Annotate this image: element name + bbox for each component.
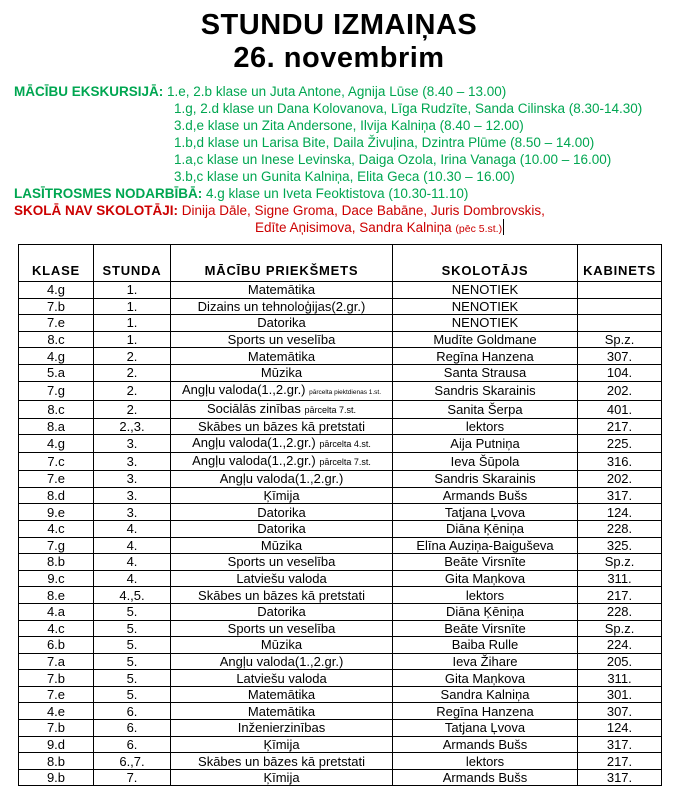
excursion-continuation-line: 3.d,e klase un Zita Andersone, Ilvija Kalniņa (8.40 – 12.00) (174, 118, 524, 133)
cell-klase: 9.b (19, 769, 94, 786)
cell-klase: 7.a (19, 653, 94, 670)
subject-text: Datorika (257, 604, 306, 620)
cell-stunda: 5. (94, 620, 171, 637)
header-klase: KLASE (19, 245, 94, 282)
subject-text: Datorika (257, 521, 306, 537)
cell-klase: 4.c (19, 620, 94, 637)
reading-line (14, 185, 678, 202)
text-cursor (503, 219, 504, 235)
cell-klase: 4.g (19, 282, 94, 299)
cell-klase: 7.e (19, 315, 94, 332)
table-row (19, 487, 662, 504)
cell-klase: 8.b (19, 554, 94, 571)
header-subject: MĀCĪBU PRIEKŠMETS (171, 245, 393, 282)
cell-teacher: Elīna Auziņa-Baiguševa (393, 537, 578, 554)
cell-teacher: Tatjana Ļvova (393, 720, 578, 737)
cell-subject (171, 364, 393, 381)
cell-teacher: Sandra Kalniņa (393, 686, 578, 703)
cell-teacher: Diāna Ķēniņa (393, 520, 578, 537)
cell-room: Sp.z. (578, 620, 662, 637)
cell-room: 202. (578, 381, 662, 400)
subject-text: Matemātika (247, 687, 316, 703)
cell-klase: 7.b (19, 298, 94, 315)
cell-teacher: Aija Putniņa (393, 435, 578, 453)
cell-klase: 7.b (19, 670, 94, 687)
cell-klase: 5.a (19, 364, 94, 381)
table-row (19, 570, 662, 587)
table-row (19, 686, 662, 703)
cell-subject (171, 504, 393, 521)
subject-text: Latviešu valoda (236, 571, 327, 587)
cell-teacher: lektors (393, 587, 578, 604)
cell-teacher: NENOTIEK (393, 298, 578, 315)
cell-klase: 4.a (19, 603, 94, 620)
subject-text: Skābes un bāzes kā pretstati (198, 418, 365, 434)
cell-subject (171, 298, 393, 315)
cell-subject (171, 453, 393, 471)
table-row (19, 348, 662, 365)
cell-teacher: Armands Bušs (393, 487, 578, 504)
subject-text: Datorika (257, 504, 306, 520)
cell-room: 307. (578, 348, 662, 365)
cell-stunda: 4. (94, 570, 171, 587)
cell-subject (171, 686, 393, 703)
table-row (19, 520, 662, 537)
cell-room: 401. (578, 400, 662, 418)
cell-stunda: 5. (94, 670, 171, 687)
cell-klase: 7.c (19, 453, 94, 471)
cell-teacher: lektors (393, 418, 578, 435)
reading-text: 4.g klase un Iveta Feoktistova (10.30-11.10) (206, 186, 469, 201)
cell-teacher: Beāte Virsnīte (393, 620, 578, 637)
cell-klase: 7.e (19, 471, 94, 488)
cell-klase: 7.g (19, 381, 94, 400)
table-row (19, 453, 662, 471)
absent-note: (pēc 5.st.) (455, 223, 503, 235)
cell-subject (171, 753, 393, 770)
cell-stunda: 4. (94, 520, 171, 537)
cell-stunda: 2. (94, 364, 171, 381)
cell-teacher: Beāte Virsnīte (393, 554, 578, 571)
subject-text: Ķīmija (263, 736, 300, 752)
cell-subject (171, 670, 393, 687)
cell-room: 228. (578, 603, 662, 620)
cell-teacher: Mudīte Goldmane (393, 331, 578, 348)
subject-text: Mūzika (260, 537, 303, 553)
cell-room: 202. (578, 471, 662, 488)
subject-text: Sports un veselība (227, 554, 336, 570)
cell-stunda: 1. (94, 298, 171, 315)
subject-text: Inženierzinības (237, 720, 326, 736)
subject-text: Matemātika (247, 703, 316, 719)
subject-text: Ķīmija (263, 770, 300, 786)
cell-stunda: 2. (94, 381, 171, 400)
cell-klase: 9.d (19, 736, 94, 753)
cell-room: 104. (578, 364, 662, 381)
cell-klase: 8.b (19, 753, 94, 770)
excursion-text: 1.e, 2.b klase un Juta Antone, Agnija Lūse (8.40 – 13.00) (167, 84, 507, 99)
cell-subject (171, 282, 393, 299)
cell-room: 225. (578, 435, 662, 453)
cell-stunda: 4.,5. (94, 587, 171, 604)
cell-stunda: 6. (94, 703, 171, 720)
excursion-continuation-line: 1.b,d klase un Larisa Bite, Daila Živuļina, Dzintra Plūme (8.50 – 14.00) (174, 135, 595, 150)
reading-label: LASĪTROSMES NODARBĪBĀ: (14, 186, 203, 201)
cell-room: 316. (578, 453, 662, 471)
absent-label: SKOLĀ NAV SKOLOTĀJI: (14, 203, 179, 218)
cell-klase: 4.c (19, 520, 94, 537)
cell-subject (171, 520, 393, 537)
absent-line-1 (14, 202, 678, 219)
cell-stunda: 4. (94, 554, 171, 571)
cell-stunda: 5. (94, 603, 171, 620)
cell-subject (171, 537, 393, 554)
table-row (19, 736, 662, 753)
cell-subject (171, 653, 393, 670)
cell-klase: 7.g (19, 537, 94, 554)
table-row (19, 554, 662, 571)
cell-teacher: NENOTIEK (393, 282, 578, 299)
cell-teacher: Gita Maņkova (393, 570, 578, 587)
cell-room: 124. (578, 720, 662, 737)
cell-teacher: Diāna Ķēniņa (393, 603, 578, 620)
document-title: STUNDU IZMAIŅAS (200, 9, 478, 41)
subject-text: Latviešu valoda (236, 670, 327, 686)
cell-stunda: 3. (94, 435, 171, 453)
cell-teacher: Gita Maņkova (393, 670, 578, 687)
cell-stunda: 3. (94, 471, 171, 488)
cell-stunda: 5. (94, 637, 171, 654)
cell-teacher: lektors (393, 753, 578, 770)
subject-note: pārcelta 7.st. (319, 457, 371, 468)
cell-klase: 4.g (19, 435, 94, 453)
table-row (19, 435, 662, 453)
cell-klase: 7.e (19, 686, 94, 703)
excursion-line (14, 83, 678, 100)
cell-teacher: Regīna Hanzena (393, 348, 578, 365)
cell-klase: 7.b (19, 720, 94, 737)
table-row (19, 620, 662, 637)
table-row (19, 587, 662, 604)
cell-klase: 9.c (19, 570, 94, 587)
cell-room: 317. (578, 736, 662, 753)
cell-stunda: 3. (94, 453, 171, 471)
cell-teacher: Ieva Žihare (393, 653, 578, 670)
cell-room: 228. (578, 520, 662, 537)
cell-subject (171, 637, 393, 654)
cell-teacher: Ieva Šūpola (393, 453, 578, 471)
cell-subject (171, 703, 393, 720)
cell-subject (171, 331, 393, 348)
cell-room: 217. (578, 753, 662, 770)
schedule-table (18, 244, 662, 786)
cell-teacher: Sandris Skarainis (393, 471, 578, 488)
subject-text: Ķīmija (263, 488, 300, 504)
table-row (19, 381, 662, 400)
subject-note: pārcelta 4.st. (319, 439, 371, 450)
subject-text: Matemātika (247, 348, 316, 364)
cell-teacher: Tatjana Ļvova (393, 504, 578, 521)
table-row (19, 653, 662, 670)
subject-text: Angļu valoda(1.,2.gr.) (219, 471, 344, 487)
cell-subject (171, 435, 393, 453)
excursion-continuation-line: 1.g, 2.d klase un Dana Kolovanova, Līga Rudzīte, Sanda Cilinska (8.30-14.30) (174, 101, 643, 116)
cell-subject (171, 400, 393, 418)
cell-room: 124. (578, 504, 662, 521)
excursion-continuation-line: 1.a,c klase un Inese Levinska, Daiga Ozola, Irina Vanaga (10.00 – 16.00) (174, 152, 612, 167)
cell-stunda: 7. (94, 769, 171, 786)
cell-klase: 8.a (19, 418, 94, 435)
cell-stunda: 5. (94, 686, 171, 703)
table-row (19, 331, 662, 348)
excursion-continuation-lines (14, 100, 678, 185)
table-row (19, 670, 662, 687)
table-row (19, 703, 662, 720)
table-row (19, 400, 662, 418)
cell-room: 301. (578, 686, 662, 703)
table-header-row (19, 245, 662, 282)
cell-room: Sp.z. (578, 331, 662, 348)
subject-text: Sports un veselība (227, 332, 336, 348)
table-row (19, 753, 662, 770)
table-row (19, 282, 662, 299)
subject-text: Datorika (257, 315, 306, 331)
cell-room (578, 298, 662, 315)
cell-stunda: 2.,3. (94, 418, 171, 435)
cell-klase: 4.g (19, 348, 94, 365)
document-date: 26. novembrim (233, 42, 445, 74)
cell-subject (171, 620, 393, 637)
cell-room (578, 282, 662, 299)
header-teacher: SKOLOTĀJS (393, 245, 578, 282)
subject-text: Sociālās zinības (206, 400, 301, 416)
excursion-continuation-line: 3.b,c klase un Gunita Kalniņa, Elita Geca (10.30 – 16.00) (174, 169, 515, 184)
cell-subject (171, 720, 393, 737)
cell-room: 217. (578, 587, 662, 604)
subject-note: pārcelta 7.st. (304, 404, 357, 415)
cell-subject (171, 418, 393, 435)
excursion-label: MĀCĪBU EKSKURSIJĀ: (14, 84, 164, 99)
cell-room: Sp.z. (578, 554, 662, 571)
cell-stunda: 5. (94, 653, 171, 670)
cell-klase: 8.e (19, 587, 94, 604)
cell-stunda: 4. (94, 537, 171, 554)
cell-room: 224. (578, 637, 662, 654)
cell-room: 307. (578, 703, 662, 720)
cell-subject (171, 315, 393, 332)
table-row (19, 504, 662, 521)
cell-subject (171, 570, 393, 587)
subject-text: Angļu valoda(1.,2.gr.) (181, 381, 306, 397)
cell-teacher: NENOTIEK (393, 315, 578, 332)
subject-text: Mūzika (260, 365, 303, 381)
cell-stunda: 1. (94, 331, 171, 348)
table-row (19, 471, 662, 488)
cell-subject (171, 348, 393, 365)
subject-text: Angļu valoda(1.,2.gr.) (192, 435, 316, 451)
cell-klase: 8.c (19, 400, 94, 418)
table-row (19, 637, 662, 654)
cell-subject (171, 554, 393, 571)
cell-klase: 8.c (19, 331, 94, 348)
cell-teacher: Armands Bušs (393, 736, 578, 753)
cell-subject (171, 381, 393, 400)
cell-subject (171, 603, 393, 620)
cell-klase: 9.e (19, 504, 94, 521)
absent-line-2 (255, 219, 678, 238)
subject-text: Matemātika (247, 282, 316, 298)
cell-room: 311. (578, 670, 662, 687)
cell-teacher: Santa Strausa (393, 364, 578, 381)
cell-subject (171, 769, 393, 786)
cell-room (578, 315, 662, 332)
notices-section (0, 75, 678, 238)
absent-names-2: Edīte Aņisimova, Sandra Kalniņa (255, 220, 452, 235)
cell-klase: 6.b (19, 637, 94, 654)
subject-text: Angļu valoda(1.,2.gr.) (219, 653, 344, 669)
table-row (19, 298, 662, 315)
cell-room: 317. (578, 487, 662, 504)
absent-names-1: Dinija Dāle, Signe Groma, Dace Babāne, Juris Dombrovskis, (181, 203, 545, 218)
cell-stunda: 2. (94, 348, 171, 365)
cell-stunda: 3. (94, 487, 171, 504)
header-stunda: STUNDA (94, 245, 171, 282)
cell-stunda: 1. (94, 282, 171, 299)
table-row (19, 364, 662, 381)
cell-stunda: 6. (94, 736, 171, 753)
subject-text: Skābes un bāzes kā pretstati (198, 753, 365, 769)
cell-teacher: Armands Bušs (393, 769, 578, 786)
cell-klase: 8.d (19, 487, 94, 504)
cell-subject (171, 487, 393, 504)
table-row (19, 720, 662, 737)
cell-stunda: 2. (94, 400, 171, 418)
subject-note: pārcelta piektdienas 1.st. (309, 388, 382, 396)
cell-stunda: 1. (94, 315, 171, 332)
cell-klase: 4.e (19, 703, 94, 720)
table-row (19, 418, 662, 435)
table-row (19, 315, 662, 332)
subject-text: Angļu valoda(1.,2.gr.) (192, 453, 316, 469)
cell-room: 325. (578, 537, 662, 554)
cell-subject (171, 587, 393, 604)
cell-room: 217. (578, 418, 662, 435)
subject-text: Dizains un tehnoloģijas(2.gr.) (197, 298, 366, 314)
subject-text: Mūzika (260, 637, 303, 653)
cell-room: 317. (578, 769, 662, 786)
header-room: KABINETS (578, 245, 662, 282)
table-row (19, 603, 662, 620)
subject-text: Skābes un bāzes kā pretstati (198, 587, 365, 603)
subject-text: Sports un veselība (227, 620, 336, 636)
cell-teacher: Baiba Rulle (393, 637, 578, 654)
cell-room: 311. (578, 570, 662, 587)
cell-stunda: 6.,7. (94, 753, 171, 770)
cell-stunda: 3. (94, 504, 171, 521)
cell-room: 205. (578, 653, 662, 670)
cell-stunda: 6. (94, 720, 171, 737)
cell-subject (171, 471, 393, 488)
cell-teacher: Regīna Hanzena (393, 703, 578, 720)
cell-teacher: Sandris Skarainis (393, 381, 578, 400)
table-row (19, 537, 662, 554)
table-row (19, 769, 662, 786)
cell-teacher: Sanita Šerpa (393, 400, 578, 418)
cell-subject (171, 736, 393, 753)
